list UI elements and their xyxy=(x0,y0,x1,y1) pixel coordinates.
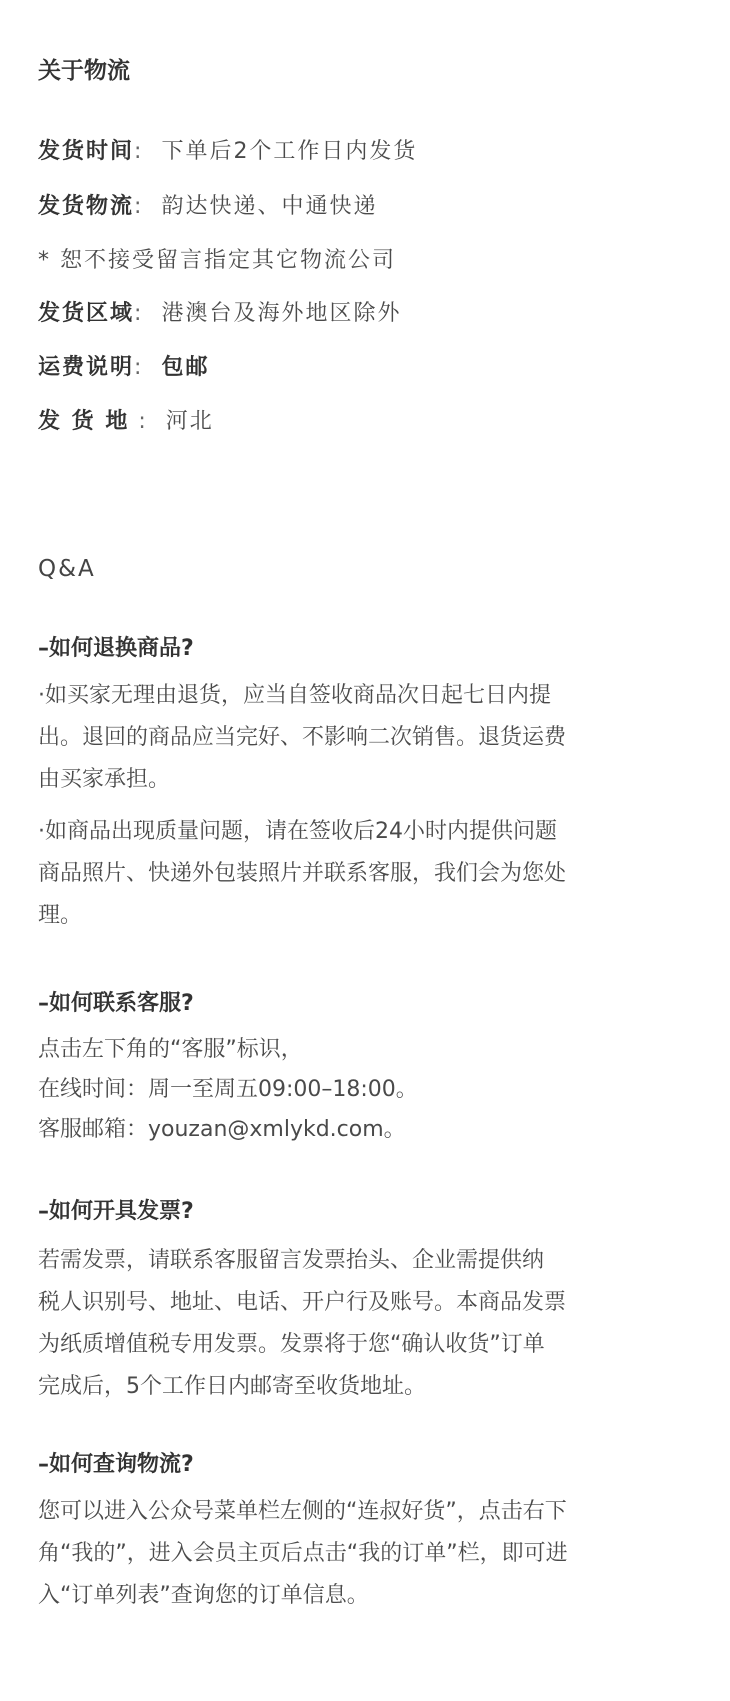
answer-paragraph xyxy=(38,675,566,801)
logistics-title: 关于物流 xyxy=(38,58,130,84)
info-note: * 恕不接受留言指定其它物流公司 xyxy=(38,248,396,273)
question-invoice: –如何开具发票? xyxy=(38,1199,194,1224)
answer-line: 点击左下角的“客服”标识， xyxy=(38,1037,303,1062)
answer-paragraph xyxy=(38,1491,568,1617)
answer-line: 税人识别号、地址、电话、开户行及账号。本商品发票 xyxy=(38,1290,567,1315)
qa-title: Q&A xyxy=(38,556,96,582)
info-separator: : xyxy=(134,301,144,326)
answer-paragraph xyxy=(38,1030,418,1150)
info-value: 下单后2个工作日内发货 xyxy=(161,139,418,164)
answer-line: 由买家承担。 xyxy=(38,767,171,792)
info-row-ship-time xyxy=(38,134,417,165)
answer-paragraph xyxy=(38,811,566,937)
info-label: 发货物流 xyxy=(38,194,135,219)
question-returns: –如何退换商品? xyxy=(38,636,194,661)
answer-line: 您可以进入公众号菜单栏左侧的“连叔好货”，点击右下 xyxy=(38,1499,567,1524)
info-label: 发 货 地 xyxy=(38,409,130,434)
info-separator: : xyxy=(134,194,144,219)
info-separator: : xyxy=(138,409,148,434)
info-label: 运费说明 xyxy=(38,355,135,380)
info-row-note xyxy=(38,243,396,274)
info-value: 韵达快递、中通快递 xyxy=(161,194,378,219)
answer-paragraph xyxy=(38,1240,566,1408)
answer-line: 商品照片、快递外包装照片并联系客服，我们会为您处 xyxy=(38,861,567,886)
info-separator: : xyxy=(134,355,144,380)
answer-line: 理。 xyxy=(38,903,83,928)
answer-line: 客服邮箱：youzan@xmlykd.com。 xyxy=(38,1117,406,1142)
answer-line: 角“我的”，进入会员主页后点击“我的订单”栏，即可进 xyxy=(38,1541,568,1566)
info-value: 河北 xyxy=(165,409,214,434)
answer-line: ·如商品出现质量问题，请在签收后24小时内提供问题 xyxy=(38,819,557,844)
info-value: 包邮 xyxy=(161,355,210,380)
answer-line: 在线时间：周一至周五09:00–18:00。 xyxy=(38,1077,418,1102)
question-contact: –如何联系客服? xyxy=(38,991,194,1016)
question-tracking: –如何查询物流? xyxy=(38,1452,194,1477)
answer-line: ·如买家无理由退货，应当自签收商品次日起七日内提 xyxy=(38,683,551,708)
info-row-shipping-fee xyxy=(38,350,209,381)
answer-line: 完成后，5个工作日内邮寄至收货地址。 xyxy=(38,1374,426,1399)
answer-line: 入“订单列表”查询您的订单信息。 xyxy=(38,1583,369,1608)
info-label: 发货时间 xyxy=(38,139,135,164)
info-label: 发货区域 xyxy=(38,301,135,326)
info-separator: : xyxy=(134,139,144,164)
info-row-carrier xyxy=(38,189,377,220)
info-value: 港澳台及海外地区除外 xyxy=(161,301,402,326)
answer-line: 为纸质增值税专用发票。发票将于您“确认收货”订单 xyxy=(38,1332,545,1357)
answer-line: 若需发票，请联系客服留言发票抬头、企业需提供纳 xyxy=(38,1248,545,1273)
info-row-origin xyxy=(38,404,214,435)
info-row-ship-region xyxy=(38,296,401,327)
answer-line: 出。退回的商品应当完好、不影响二次销售。退货运费 xyxy=(38,725,567,750)
